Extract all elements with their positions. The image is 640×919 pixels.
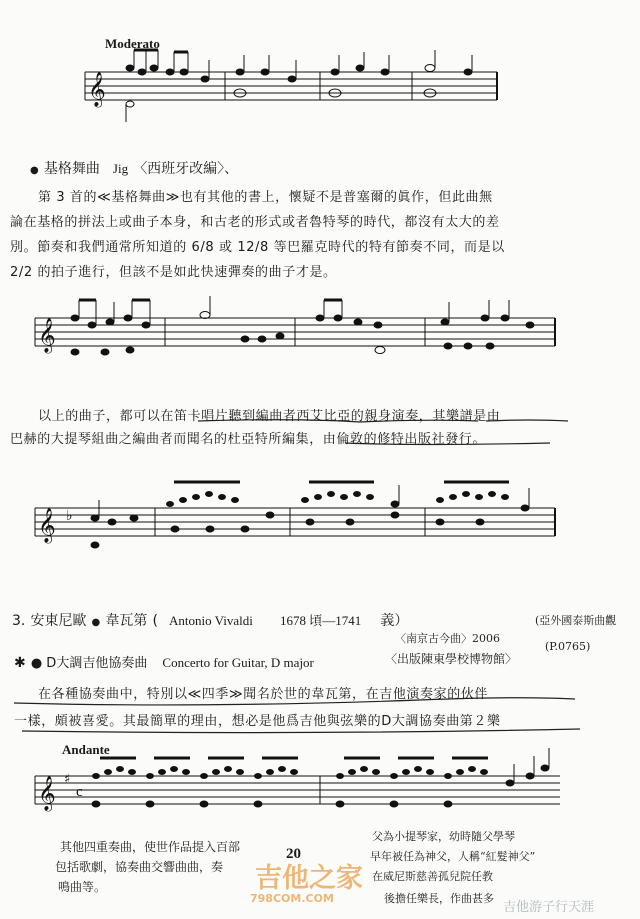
svg-text:c: c <box>76 784 83 800</box>
svg-text:𝄞: 𝄞 <box>38 508 56 543</box>
tempo-andante: Andante <box>62 742 110 757</box>
jig-paragraph-line-3: 別。節奏和我們通常所知道的 6/8 或 12/8 等巴羅克時代的特有節奏不同，而是以 <box>10 240 505 255</box>
tempo-moderato: Moderato <box>105 36 160 51</box>
handwritten-note-right-1: (亞外國泰斯曲觀 <box>535 614 617 627</box>
watermark-sub: 798COM.COM <box>250 892 334 905</box>
jig-paragraph-line-4: 2/2 的拍子進行，但該不是如此快速彈奏的曲子才是。 <box>10 265 337 280</box>
source-paragraph-line-2: 巴赫的大提琴組曲之編曲者而聞名的杜亞特所編集，由倫敦的修特出版社發行。 <box>10 432 487 447</box>
bottom-note-left-2: 包括歌劇，協奏曲交響曲曲，奏 <box>55 860 224 874</box>
composer-years: 1678 頃—1741 <box>279 613 362 628</box>
watermark-main: 吉他之家 <box>255 863 363 894</box>
vivaldi-paragraph-line-2: 一樣，頗被喜愛。其最簡單的理由，想必是他爲吉他與弦樂的D大調協奏曲第２樂 <box>14 714 501 729</box>
star-mark: ✱ <box>14 655 26 671</box>
jig-handwritten-note: 〈西班牙改編〉、 <box>133 161 239 177</box>
bottom-note-left-1: 其他四重奏曲，使世作品提入百部 <box>60 840 241 854</box>
vivaldi-heading <box>12 610 408 630</box>
page-number: 20 <box>286 846 301 862</box>
svg-text:𝄞: 𝄞 <box>38 318 56 353</box>
jig-paragraph-line-2: 論在基格的拼法上或曲子本身，和古老的形式或者魯特琴的時代，都沒有太大的差 <box>10 215 500 230</box>
bottom-note-left-3: 鳴曲等。 <box>58 880 107 894</box>
concerto-heading <box>14 652 314 671</box>
svg-text:♭: ♭ <box>66 508 73 524</box>
handwritten-note-mid: 〈出版陳東學校博物館〉 <box>385 652 518 666</box>
bottom-note-right-1: 父為小提琴家，幼時隨父學琴 <box>372 830 515 843</box>
svg-text:𝄞: 𝄞 <box>38 776 56 811</box>
section-number: 3. <box>12 613 26 629</box>
handwritten-note-right-2: (P.0765) <box>545 640 591 653</box>
watermark-right: 吉他游子行天涯 <box>503 900 595 915</box>
heading-bullet: ● <box>30 165 39 176</box>
concerto-title-en: Concerto for Guitar, D major <box>162 655 314 670</box>
svg-text:♯: ♯ <box>64 772 71 787</box>
svg-text:𝄞: 𝄞 <box>88 72 106 107</box>
paren-open: ( <box>152 613 158 629</box>
composer-nation: 義） <box>380 613 409 629</box>
name-dot: ● <box>91 617 101 628</box>
bottom-note-right-3: 在威尼斯慈善孤兒院任教 <box>372 870 493 883</box>
source-paragraph-line-1: 以上的曲子，都可以在笛卡唱片聽到編曲者西艾比亞的親身演奏，其樂譜是由 <box>38 409 501 424</box>
composer-surname-zh: 韋瓦第 <box>105 613 148 629</box>
composer-name-zh: 安東尼歐 <box>30 613 87 629</box>
jig-title-en: Jig <box>112 161 129 176</box>
composer-name-en: Antonio Vivaldi <box>169 613 253 628</box>
concerto-title: ● D大調吉他協奏曲 <box>30 656 148 671</box>
jig-paragraph-line-1: 第 3 首的≪基格舞曲≫也有其他的書上，懷疑不是普塞爾的眞作，但此曲無 <box>38 190 493 205</box>
bottom-note-right-2: 早年被任為神父，人稱“紅髮神父” <box>370 850 536 863</box>
vivaldi-paragraph-line-1: 在各種協奏曲中，特別以≪四季≫聞名於世的韋瓦第，在吉他演奏家的伙伴 <box>38 687 489 702</box>
jig-heading <box>30 158 238 178</box>
jig-title: 基格舞曲 <box>43 161 100 177</box>
handwritten-note-above: 〈南京古今曲〉2006 <box>395 632 500 645</box>
bottom-note-right-4: 後擔任樂長，作曲甚多 <box>384 892 494 905</box>
